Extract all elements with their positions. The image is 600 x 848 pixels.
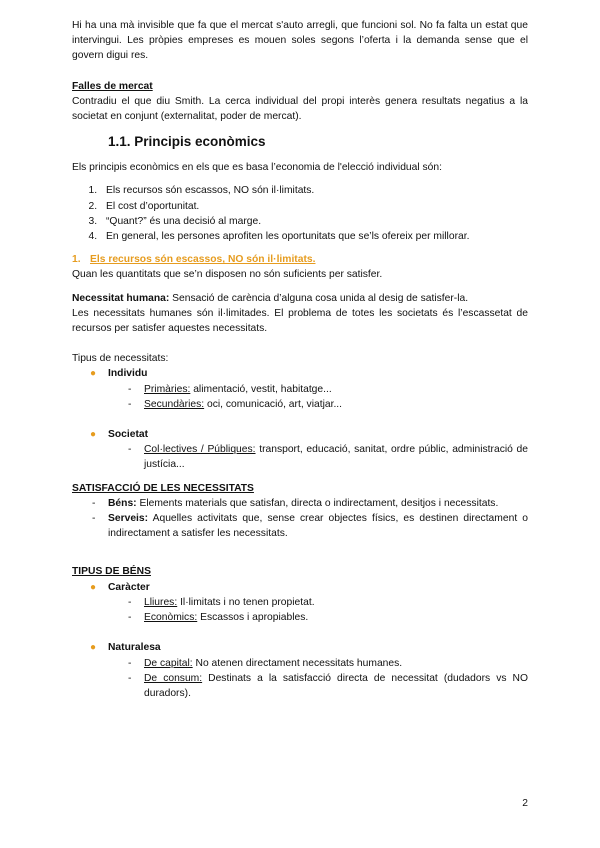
necessitat-label: Necessitat humana: [72,292,170,304]
bullet-dot-icon: ● [90,429,97,441]
falles-text: Contradiu el que diu Smith. La cerca individual del propi interès genera resultats negatius a la societat en conjunt (externalitat, poder de mercat). [72,95,528,123]
primaries-label: Primàries: [144,383,191,395]
naturalesa-label: Naturalesa [108,642,161,654]
lliures-text: Il·limitats i no tenen propietat. [177,596,315,608]
bens-label: Béns: [108,497,137,509]
bullet-societat [72,427,528,442]
sub-item-collectives: - Col·lectives / Públiques: transport, educació, sanitat, ordre públic, administració de justícia... [128,444,528,471]
secundaries-text: oci, comunicació, art, viatjar... [204,398,343,410]
principle-1-heading-text: Els recursos són escassos, NO són il·limitats. [90,254,316,266]
serveis-label: Serveis: [108,513,149,525]
lliures-label: Lliures: [144,596,178,608]
collectives-text: transport, educació, sanitat, ordre públic, administració de justícia... [144,444,528,471]
intro-paragraph: Hi ha una mà invisible que fa que el mercat s'auto arregli, que funcioni sol. No fa falta un estat que intervingui. Les pròpies empreses es mouen soles segons l’oferta i la demanda sense que el govern digui res. [72,20,528,62]
satisfaccio-serveis: - Serveis: Aquelles activitats que, sense crear objectes físics, es destinen directament o indirectament a satisfer les necessitats. [92,513,528,540]
satisfaccio-title: SATISFACCIÓ DE LES NECESSITATS [72,482,254,494]
sub-item-lliures: - Lliures: Il·limitats i no tenen propietat. [128,596,315,608]
economics-text: Escassos i apropiables. [197,612,309,624]
necessitat-definition [72,291,528,306]
bullet-dot-icon: ● [90,368,97,380]
principle-1-text: Quan les quantitats que se’n disposen no són suficients per satisfer. [72,269,383,281]
bullet-dot-icon: ● [90,642,97,654]
sub-item-capital: - De capital: No atenen directament necessitats humanes. [128,657,403,669]
societat-label: Societat [108,429,149,441]
bullet-naturalesa [72,640,528,655]
bullet-individu [72,366,528,381]
section-title: 1.1. Principis econòmics [108,134,266,150]
capital-text: No atenen directament necessitats humanes. [192,657,403,669]
tipus-bens-title: TIPUS DE BÉNS [72,566,151,578]
serveis-text: Aquelles activitats que, sense crear objectes físics, es destinen directament o indirectament a satisfer les necessitats. [108,513,528,540]
sub-item-primaries: - Primàries: alimentació, vestit, habitatge... [128,383,332,395]
necessitat-text: Les necessitats humanes són il·limitades. El problema de totes les societats és l’escassetat de recursos per satisfer aquestes necessitats. [72,307,528,335]
sub-item-consum: - De consum: Destinats a la satisfacció directa de necessitat (dudadors vs NO duradors). [128,672,528,699]
bullet-caracter [72,580,528,595]
economics-label: Econòmics: [144,612,198,624]
falles-title: Falles de mercat [72,80,153,92]
capital-label: De capital: [144,657,193,669]
principle-1-number: 1. [72,254,81,266]
bullet-dot-icon: ● [90,581,97,593]
sub-item-economics: - Econòmics: Escassos i apropiables. [128,612,309,624]
collectives-label: Col·lectives / Públiques: [144,444,256,456]
principle-item: 2. El cost d’oportunitat. [100,199,528,214]
principle-item: 3. “Quant?” és una decisió al marge. [100,214,528,229]
principle-item: 1. Els recursos són escassos, NO són il·limitats. [100,183,528,198]
sub-item-secundaries: - Secundàries: oci, comunicació, art, viatjar... [128,398,343,410]
principle-1-heading [72,252,528,267]
bens-text: Elements materials que satisfan, directa o indirectament, desitjos i necessitats. [136,497,499,509]
consum-text: Destinats a la satisfacció directa de necessitat (dudadors vs NO duradors). [144,672,528,699]
tipus-necessitats-title: Tipus de necessitats: [72,353,169,365]
page-number: 2 [522,798,528,809]
caracter-label: Caràcter [108,581,150,593]
secundaries-label: Secundàries: [144,398,205,410]
individu-label: Individu [108,368,148,380]
principles-intro: Els principis econòmics en els que es basa l’economia de l'elecció individual són: [72,162,442,174]
principle-item: 4. En general, les persones aprofiten les oportunitats que se’ls ofereix per millorar. [100,229,528,244]
primaries-text: alimentació, vestit, habitatge... [190,383,332,395]
consum-label: De consum: [144,672,203,684]
satisfaccio-bens: - Béns: Elements materials que satisfan, directa o indirectament, desitjos i necessitats. [92,497,499,509]
necessitat-def: Sensació de carència d’alguna cosa unida al desig de satisfer-la. [169,292,469,304]
principles-list [72,183,528,244]
